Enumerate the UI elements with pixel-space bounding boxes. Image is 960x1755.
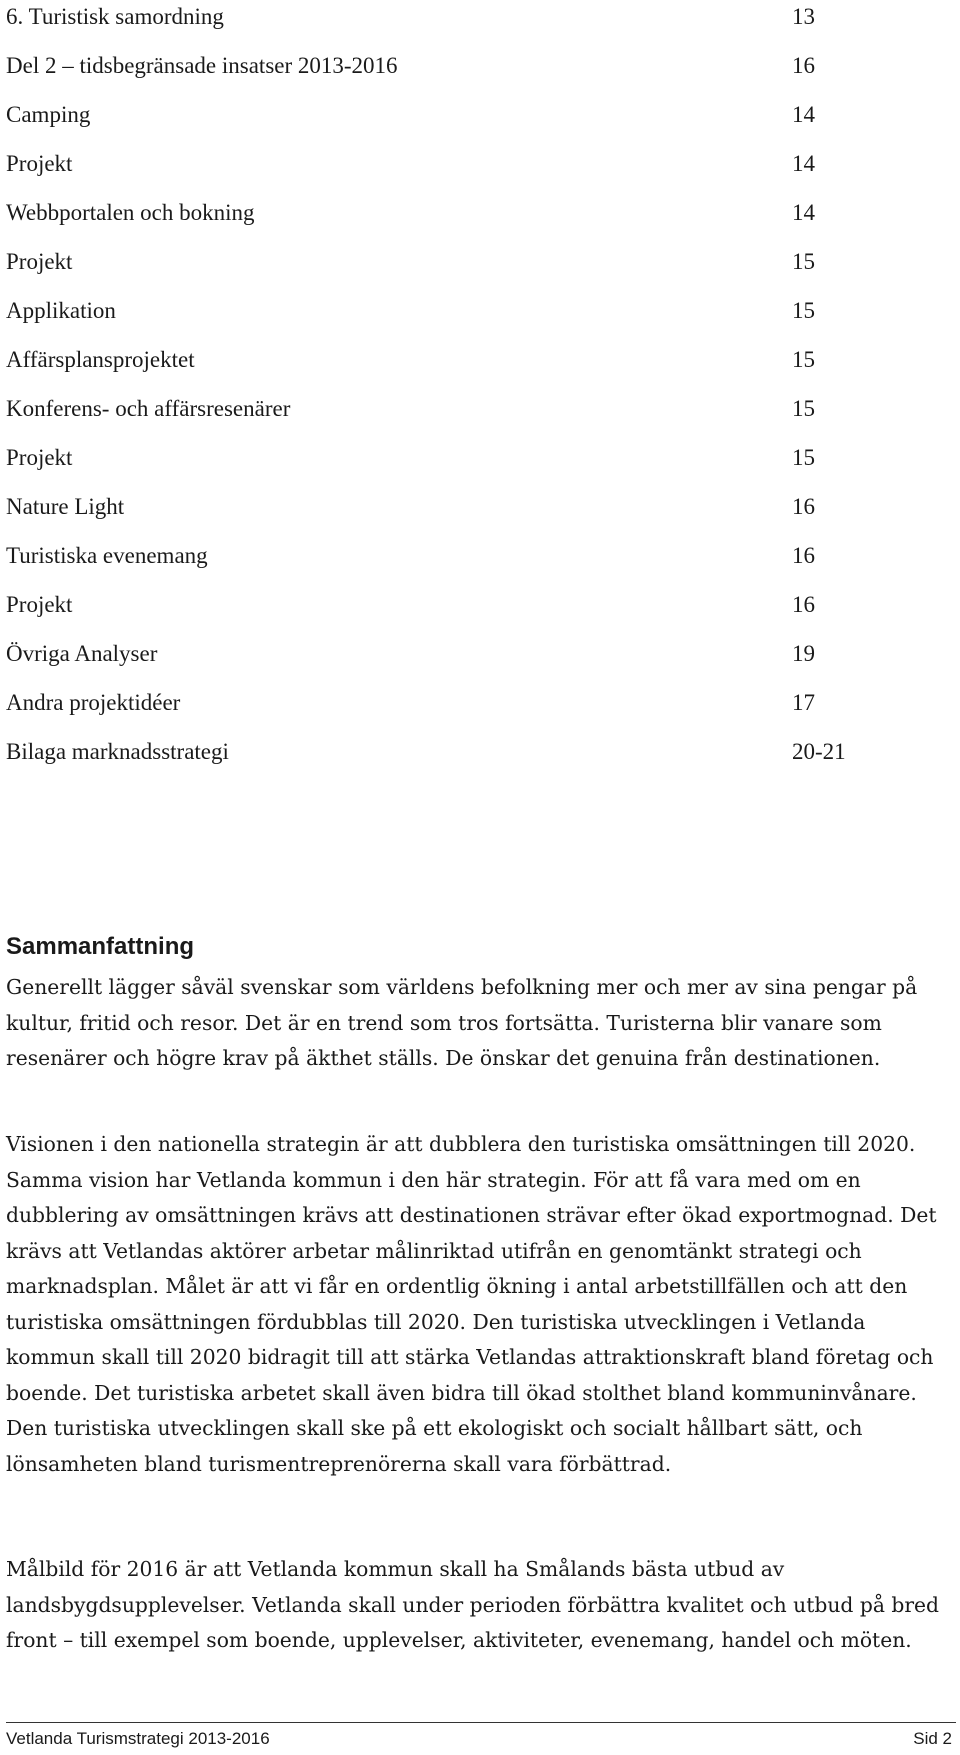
toc-entry-page: 16 [792,53,815,78]
toc-entry[interactable] [6,539,856,588]
toc-entry[interactable] [6,392,856,441]
toc-entry[interactable] [6,588,856,637]
toc-entry[interactable] [6,98,856,147]
toc-entry[interactable] [6,490,856,539]
toc-entry-title: 6. Turistisk samordning [6,4,224,29]
toc-entry[interactable] [6,147,856,196]
toc-entry-page: 15 [792,347,815,372]
toc-entry[interactable] [6,343,856,392]
toc-entry-title: Webbportalen och bokning [6,200,255,225]
toc-entry[interactable] [6,441,856,490]
page-number: Sid 2 [913,1729,952,1748]
toc-entry-page: 14 [792,151,815,176]
toc-entry-title: Projekt [6,249,73,274]
toc-entry-title: Turistiska evenemang [6,543,208,568]
toc-entry-page: 13 [792,4,815,29]
table-of-contents [6,0,856,784]
toc-entry-title: Övriga Analyser [6,641,158,666]
footer-divider [6,1722,956,1723]
toc-entry-page: 19 [792,641,815,666]
paragraph: Generellt lägger såväl svenskar som världens befolkning mer och mer av sina pengar på kultur, fritid och resor. Det är en trend som tros fortsätta. Turisterna blir vanare som resenärer och högre krav på äkthet ställs. De önskar det genuina från destinationen. [6,975,918,1070]
toc-entry[interactable] [6,196,856,245]
toc-entry-page: 15 [792,298,815,323]
toc-entry-page: 20-21 [792,739,846,764]
toc-entry-title: Andra projektidéer [6,690,181,715]
paragraph: Visionen i den nationella strategin är att dubblera den turistiska omsättningen till 2020. Samma vision har Vetlanda kommun i den här strategin. För att få vara med om en dubblering av omsättningen krävs att destinationen strävar efter ökad exportmognad. Det krävs att Vetlandas aktörer arbetar målinriktad utifrån en genomtänkt strategi och marknadsplan. Målet är att vi får en ordentlig ökning i antal arbetstillfällen och att den turistiska omsättningen fördubblas till 2020. Den turistiska utvecklingen i Vetlanda kommun skall till 2020 bidragit till att stärka Vetlandas attraktionskraft bland företag och boende. Det turistiska arbetet skall även bidra till ökad stolthet bland kommuninvånare. Den turistiska utvecklingen skall ske på ett ekologiskt och socialt hållbart sätt, och lönsamheten bland turismentreprenörerna skall vara förbättrad. [6,1132,937,1476]
toc-entry[interactable] [6,0,856,49]
paragraph: Målbild för 2016 är att Vetlanda kommun skall ha Smålands bästa utbud av landsbygdsupplevelser. Vetlanda skall under perioden förbättra kvalitet och utbud på bred front – till exempel som boende, upplevelser, aktiviteter, evenemang, handel och möten. [6,1557,940,1652]
toc-entry-title: Projekt [6,151,73,176]
toc-entry-title: Konferens- och affärsresenärer [6,396,291,421]
toc-entry-page: 15 [792,249,815,274]
toc-entry[interactable] [6,49,856,98]
toc-entry-page: 14 [792,102,815,127]
toc-entry-title: Projekt [6,592,73,617]
toc-entry-title: Del 2 – tidsbegränsade insatser 2013-2016 [6,53,398,78]
toc-entry-title: Affärsplansprojektet [6,347,195,372]
toc-entry-page: 16 [792,494,815,519]
footer-title: Vetlanda Turismstrategi 2013-2016 [6,1729,270,1748]
toc-entry[interactable] [6,294,856,343]
toc-entry-title: Projekt [6,445,73,470]
section-heading: Sammanfattning [6,933,195,960]
toc-entry-title: Applikation [6,298,116,323]
toc-entry[interactable] [6,637,856,686]
toc-entry-page: 16 [792,543,815,568]
toc-entry[interactable] [6,735,856,784]
toc-entry-title: Nature Light [6,494,125,519]
toc-entry[interactable] [6,686,856,735]
toc-entry-title: Camping [6,102,91,127]
toc-entry-page: 15 [792,396,815,421]
toc-entry-page: 17 [792,690,815,715]
toc-entry-page: 15 [792,445,815,470]
toc-entry[interactable] [6,245,856,294]
toc-entry-page: 16 [792,592,815,617]
toc-entry-page: 14 [792,200,815,225]
toc-entry-title: Bilaga marknadsstrategi [6,739,229,764]
